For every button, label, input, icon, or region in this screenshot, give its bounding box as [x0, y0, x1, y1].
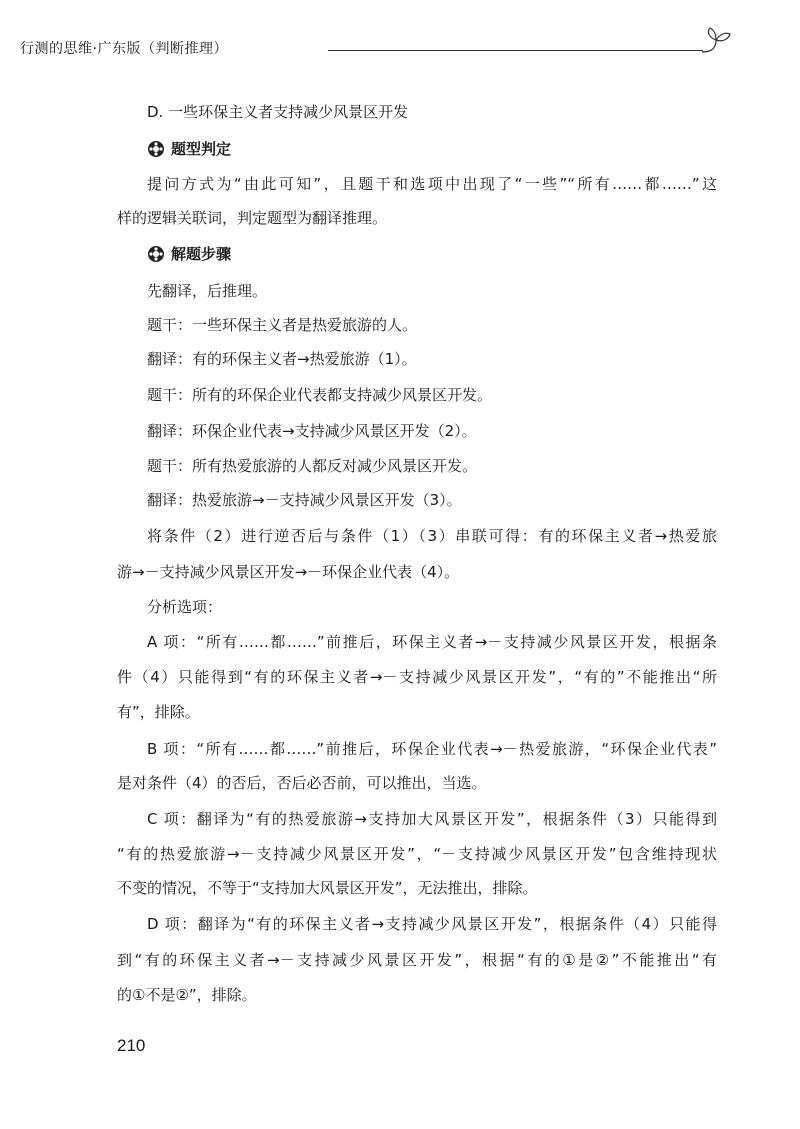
analysis-title: 分析选项：: [147, 598, 223, 616]
option-d-analysis-line: 到“有的环保主义者→－支持减少风景区开发”，根据“有的①是②”不能推出“有: [117, 951, 717, 969]
section-title: 题型判定: [171, 140, 232, 158]
option-a-line: 件（4）只能得到“有的环保主义者→－支持减少风景区开发”，“有的”不能推出“所: [117, 668, 717, 686]
option-c-line: C 项：翻译为“有的热爱旅游→支持加大风景区开发”，根据条件（3）只能得到: [147, 810, 717, 828]
step-line: 题干：一些环保主义者是热爱旅游的人。: [147, 316, 418, 334]
step-line: 题干：所有热爱旅游的人都反对减少风景区开发。: [147, 457, 478, 475]
running-header: [20, 36, 720, 60]
step-line: 翻译：热爱旅游→－支持减少风景区开发（3）。: [147, 491, 462, 509]
step-line: 翻译：环保企业代表→支持减少风景区开发（2）。: [147, 422, 477, 440]
header-title: 行测的思维·广东版（判断推理）: [20, 41, 228, 57]
chain-line: 游→－支持减少风景区开发→－环保企业代表（4）。: [117, 563, 460, 581]
option-b-line: B 项：“所有……都……”前推后，环保企业代表→－热爱旅游，“环保企业代表”: [147, 740, 717, 758]
flower-icon: [147, 140, 165, 158]
section-title: 解题步骤: [171, 245, 232, 263]
chain-line: 将条件（2）进行逆否后与条件（1）（3）串联可得：有的环保主义者→热爱旅: [147, 527, 717, 545]
sprout-icon: [698, 22, 734, 58]
section-heading-steps: [147, 243, 231, 264]
step-line: 先翻译，后推理。: [147, 282, 268, 300]
page-number: 210: [117, 1036, 146, 1055]
option-d-text: D. 一些环保主义者支持减少风景区开发: [147, 103, 409, 121]
option-b-line: 是对条件（4）的否后，否后必否前，可以推出，当选。: [117, 774, 487, 792]
option-c-line: 不变的情况，不等于“支持加大风景区开发”，无法推出，排除。: [117, 879, 538, 897]
option-d-analysis-line: D 项：翻译为“有的环保主义者→支持减少风景区开发”，根据条件（4）只能得: [147, 915, 717, 933]
paragraph-line: 样的逻辑关联词，判定题型为翻译推理。: [117, 209, 388, 227]
section-heading-type: [147, 138, 231, 159]
paragraph-line: 提问方式为“由此可知”，且题干和选项中出现了“一些”“所有……都……”这: [147, 175, 717, 193]
option-a-line: 有”，排除。: [117, 703, 200, 721]
option-c-line: “有的热爱旅游→－支持减少风景区开发”，“－支持减少风景区开发”包含维持现状: [117, 845, 717, 863]
header-rule: [328, 50, 703, 51]
step-line: 翻译：有的环保主义者→热爱旅游（1）。: [147, 350, 417, 368]
step-line: 题干：所有的环保企业代表都支持减少风景区开发。: [147, 386, 493, 404]
option-a-line: A 项：“所有……都……”前推后，环保主义者→－支持减少风景区开发，根据条: [147, 633, 717, 651]
option-d-analysis-line: 的①不是②”，排除。: [117, 986, 257, 1004]
flower-icon: [147, 245, 165, 263]
